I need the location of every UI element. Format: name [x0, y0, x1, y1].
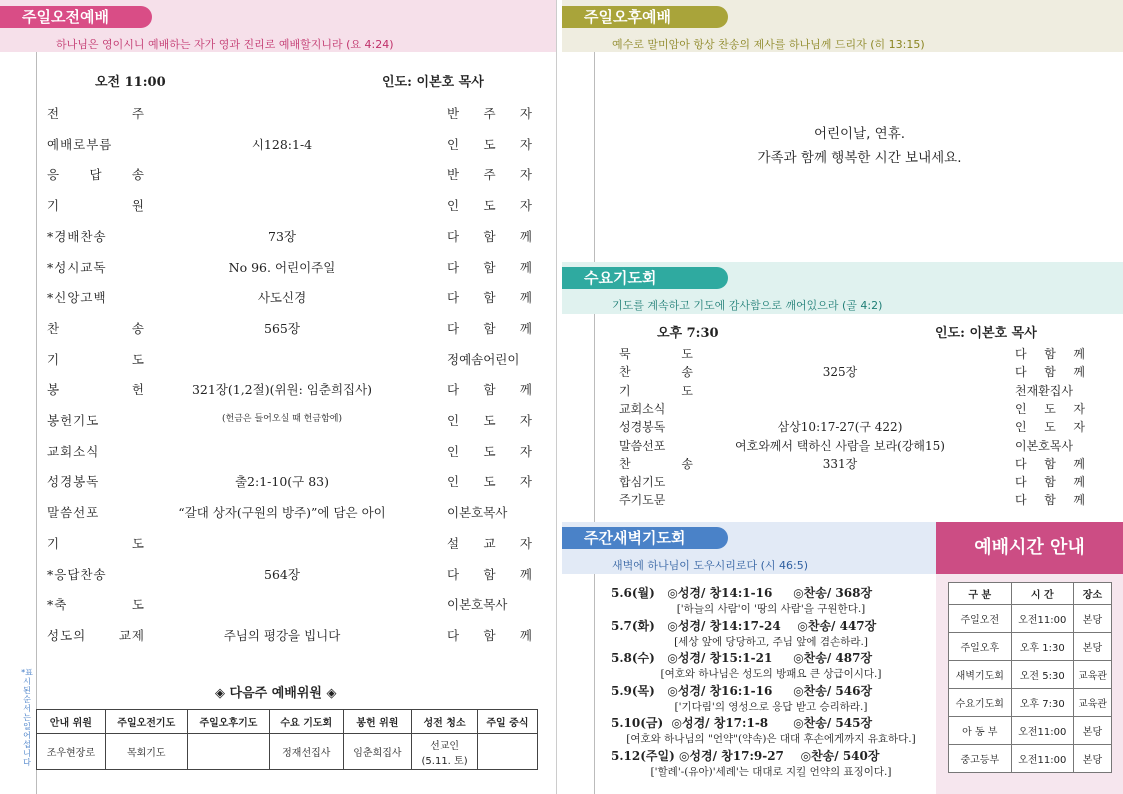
guide-cell: 오전11:00 [1011, 745, 1073, 773]
order-item-name: 교회소식 [47, 443, 100, 459]
morning-order-row [37, 534, 557, 556]
order-item-leader: 반 주 자 [447, 106, 532, 121]
order-item-leader: 인 도 자 [447, 413, 532, 428]
order-item-leader: 이본호목사 [1015, 438, 1073, 453]
morning-order-row [37, 104, 557, 126]
wednesday-order-row [595, 418, 1123, 436]
next-week-header-cell: 안내 위원 [37, 710, 106, 734]
next-week-header-cell: 성전 청소 [412, 710, 478, 734]
order-item-leader: 다 함 께 [447, 627, 532, 643]
next-week-value-cell: 조우현장로 [37, 734, 106, 770]
order-item-leader: 정예솜어린이 [447, 351, 520, 367]
guide-cell: 본당 [1073, 605, 1111, 633]
order-item-name: 전 주 [47, 106, 145, 121]
wednesday-leader: 인도: 이본호 목사 [935, 326, 1037, 341]
morning-order-row [37, 288, 557, 310]
dawn-day-theme: ['하늘의 사람'이 '땅의 사람'을 구원한다.] [676, 603, 866, 615]
order-item-leader: 인 도 자 [1015, 420, 1085, 435]
dawn-day-theme: [여호와 하나님의 "언약"(약속)은 대대 후손에게까지 유효하다.] [626, 733, 916, 745]
order-item-content: “갈대 상자(구원의 방주)”에 담은 아이 [178, 505, 386, 521]
order-item-content: 73장 [268, 228, 296, 244]
order-item-leader: 다 함 께 [1015, 347, 1085, 361]
morning-leader: 인도: 이본호 목사 [382, 75, 484, 90]
order-item-leader: 설 교 자 [447, 535, 532, 551]
morning-order-row [37, 442, 557, 464]
guide-row [949, 633, 1112, 661]
order-item-leader: 다 함 께 [447, 228, 532, 244]
next-week-table [36, 709, 538, 770]
guide-cell: 새벽기도회 [949, 661, 1012, 689]
order-item-name: 성도의 교제 [47, 627, 145, 643]
morning-order-row [37, 472, 557, 494]
dawn-day-reading: 5.12(주일) ◎성경/ 창17:9-27 ◎찬송/ 540장 [611, 748, 880, 763]
order-item-leader: 다 함 께 [447, 259, 532, 275]
next-week-title: ◈ 다음주 예배위원 ◈ [215, 686, 337, 701]
standing-note: *표시된 순서는 일어섭니다 [21, 668, 33, 767]
order-item-leader: 다 함 께 [1015, 475, 1085, 490]
order-item-leader: 다 함 께 [1015, 493, 1085, 508]
dawn-day [611, 747, 931, 779]
afternoon-notice-line2: 가족과 함께 행복한 시간 보내세요. [757, 150, 962, 166]
next-week-value-cell: 임춘희집사 [343, 734, 412, 770]
order-item-name: 말씀선포 [47, 505, 100, 521]
order-item-content: 삼상10:17-27(구 422) [777, 420, 903, 435]
order-item-content: No 96. 어린이주일 [228, 259, 336, 275]
guide-row [949, 717, 1112, 745]
order-item-name: *응답찬송 [47, 566, 107, 582]
order-item-name: *신앙고백 [47, 290, 107, 306]
order-item-content: 564장 [264, 566, 300, 582]
wednesday-time: 오후 7:30 [657, 326, 719, 341]
order-item-content: 출2:1-10(구 83) [234, 474, 330, 490]
order-item-content: 사도신경 [257, 290, 307, 306]
guide-table [948, 582, 1112, 773]
order-item-leader: 다 함 께 [447, 566, 532, 582]
dawn-day-reading: 5.10(금) ◎성경/ 창17:1-8 ◎찬송/ 545장 [611, 716, 873, 730]
dawn-title: 주간새벽기도회 [562, 527, 728, 549]
order-item-name: *축 도 [47, 597, 145, 613]
order-item-leader: 다 함 께 [447, 382, 532, 398]
afternoon-notice-line1: 어린이날, 연휴. [813, 126, 906, 142]
order-item-name: 응 답 송 [47, 167, 145, 183]
order-item-leader: 인 도 자 [1015, 401, 1085, 416]
guide-cell: 오전11:00 [1011, 717, 1073, 745]
order-item-content: 여호와께서 택하신 사람을 보라(강해15) [735, 438, 945, 453]
morning-order-row [37, 135, 557, 157]
guide-header-cell: 구 분 [949, 583, 1012, 605]
guide-cell: 오후 1:30 [1011, 633, 1073, 661]
guide-cell: 교육관 [1073, 689, 1111, 717]
wednesday-title: 수요기도회 [562, 267, 728, 289]
order-item-content: 주님의 평강을 빕니다 [223, 627, 341, 643]
wednesday-order-row [595, 455, 1123, 473]
order-item-name: 기 원 [47, 198, 145, 214]
order-item-name: 찬 송 [619, 365, 693, 380]
order-item-leader: 다 함 께 [447, 290, 532, 306]
next-week-value-cell [477, 734, 537, 770]
order-item-name: 주기도문 [619, 493, 666, 508]
guide-row [949, 745, 1112, 773]
morning-order-row [37, 165, 557, 187]
wednesday-order-row [595, 345, 1123, 363]
order-item-content: 시128:1-4 [251, 136, 313, 152]
guide-cell: 주일오후 [949, 633, 1012, 661]
morning-order-row [37, 411, 557, 433]
dawn-verse: 새벽에 하나님이 도우시리로다 (시 46:5) [612, 559, 809, 572]
afternoon-notice [594, 52, 1123, 262]
guide-header-row [949, 583, 1112, 605]
guide-row [949, 689, 1112, 717]
dawn-day-reading: 5.7(화) ◎성경/ 창14:17-24 ◎찬송/ 447장 [611, 618, 877, 633]
order-item-leader: 다 함 께 [1015, 365, 1085, 380]
dawn-day [611, 649, 931, 681]
guide-cell: 아 동 부 [949, 717, 1012, 745]
guide-cell: 교육관 [1073, 661, 1111, 689]
order-item-name: 봉헌기도 [47, 413, 100, 428]
dawn-day-theme: [여호와 하나님은 성도의 방패요 큰 상급이시다.] [660, 668, 882, 680]
guide-cell: 오후 7:30 [1011, 689, 1073, 717]
dawn-schedule [594, 574, 936, 794]
guide-cell: 본당 [1073, 633, 1111, 661]
order-item-name: 성경봉독 [619, 420, 666, 435]
dawn-day [611, 682, 931, 714]
wednesday-order-row [595, 400, 1123, 418]
dawn-day-reading: 5.6(월) ◎성경/ 창14:1-16 ◎찬송/ 368장 [611, 586, 873, 600]
guide-header-cell: 장소 [1073, 583, 1111, 605]
morning-order-row [37, 380, 557, 402]
guide-row [949, 605, 1112, 633]
dawn-day [611, 714, 931, 746]
next-week-header-cell: 수요 기도회 [270, 710, 344, 734]
next-week-header-cell: 주일오전기도 [105, 710, 187, 734]
wednesday-service-order [594, 314, 1123, 522]
guide-header-cell: 시 간 [1011, 583, 1073, 605]
guide-cell: 오전 5:30 [1011, 661, 1073, 689]
guide-title: 예배시간 안내 [936, 522, 1123, 574]
guide-cell: 본당 [1073, 717, 1111, 745]
wednesday-verse: 기도를 계속하고 기도에 감사함으로 깨어있으라 (골 4:2) [612, 299, 883, 312]
order-item-name: 기 도 [47, 535, 145, 551]
worship-time-guide [936, 522, 1123, 794]
next-week-value-cell: 선교인 (5.11. 토) [412, 734, 478, 770]
wednesday-order-row [595, 491, 1123, 509]
guide-cell: 중고등부 [949, 745, 1012, 773]
order-item-name: 예배로부름 [47, 136, 113, 152]
morning-title: 주일오전예배 [0, 6, 152, 28]
next-week-value-cell [187, 734, 269, 770]
order-item-name: 찬 송 [619, 456, 693, 471]
guide-cell: 오전11:00 [1011, 605, 1073, 633]
order-item-name: *경배찬송 [47, 228, 107, 244]
next-week-header-cell: 봉헌 위원 [343, 710, 412, 734]
order-item-leader: 인 도 자 [447, 474, 532, 490]
order-item-leader: 반 주 자 [447, 167, 532, 183]
order-item-content: 331장 [822, 456, 858, 471]
order-item-name: 찬 송 [47, 320, 145, 336]
next-week-value-row [37, 734, 538, 770]
dawn-day-theme: ['기다림'의 영성으로 응답 받고 승리하라.] [674, 700, 868, 713]
order-item-name: 성경봉독 [47, 474, 100, 490]
wednesday-order-row [595, 473, 1123, 491]
order-item-name: 봉 헌 [47, 382, 145, 398]
dawn-day-reading: 5.9(목) ◎성경/ 창16:1-16 ◎찬송/ 546장 [611, 683, 873, 698]
dawn-day [611, 617, 931, 649]
order-item-name: 기 도 [47, 351, 145, 367]
wednesday-order-row [595, 437, 1123, 455]
guide-row [949, 661, 1112, 689]
morning-order-row [37, 626, 557, 648]
morning-order-row [37, 503, 557, 525]
order-item-name: *성시교독 [47, 259, 107, 275]
next-week-value-cell: 정재선집사 [270, 734, 344, 770]
morning-time: 오전 11:00 [95, 75, 166, 90]
morning-order-row [37, 319, 557, 341]
morning-order-row [37, 565, 557, 587]
order-item-leader: 이본호목사 [447, 505, 508, 521]
afternoon-title: 주일오후예배 [562, 6, 728, 28]
next-week-header-cell: 주일 중식 [477, 710, 537, 734]
order-item-name: 교회소식 [619, 401, 666, 416]
order-item-content: 321장(1,2절)(위원: 임춘희집사) [191, 382, 373, 398]
morning-order-row [37, 258, 557, 280]
order-item-leader: 다 함 께 [1015, 456, 1085, 471]
wednesday-order-row [595, 382, 1123, 400]
afternoon-verse: 예수로 말미암아 항상 찬송의 제사를 하나님께 드리자 (히 13:15) [612, 38, 925, 51]
order-item-leader: 다 함 께 [447, 320, 532, 336]
order-item-content: 565장 [264, 320, 300, 336]
order-item-leader: 인 도 자 [447, 136, 532, 152]
order-item-name: 합심기도 [619, 475, 666, 490]
guide-cell: 수요기도회 [949, 689, 1012, 717]
wednesday-order-row [595, 363, 1123, 381]
morning-order-row [37, 227, 557, 249]
order-item-name: 말씀선포 [619, 438, 666, 453]
dawn-day-theme: ['할례'-(유아)'세례'는 대대로 지킬 언약의 표징이다.] [650, 765, 892, 778]
order-item-leader: 인 도 자 [447, 443, 532, 459]
guide-cell: 주일오전 [949, 605, 1012, 633]
next-week-header-row [37, 710, 538, 734]
next-week-value-cell: 목회기도 [105, 734, 187, 770]
page-divider [556, 0, 557, 794]
order-item-leader: 이본호목사 [447, 597, 508, 613]
morning-order-row [37, 196, 557, 218]
order-item-name: 묵 도 [619, 347, 693, 361]
order-item-content: 325장 [822, 365, 858, 380]
morning-order-row [37, 595, 557, 617]
morning-order-row [37, 350, 557, 372]
morning-verse: 하나님은 영이시니 예배하는 자가 영과 진리로 예배할지니라 (요 4:24) [56, 38, 394, 51]
order-item-leader: 인 도 자 [447, 198, 532, 214]
order-item-leader: 천재환집사 [1015, 383, 1073, 398]
guide-cell: 본당 [1073, 745, 1111, 773]
order-item-content: (헌금은 들어오실 때 헌금함에) [222, 414, 342, 424]
dawn-day-theme: [세상 앞에 당당하고, 주님 앞에 겸손하라.] [674, 635, 868, 648]
order-item-name: 기 도 [619, 383, 693, 398]
dawn-day [611, 584, 931, 616]
next-week-header-cell: 주일오후기도 [187, 710, 269, 734]
dawn-day-reading: 5.8(수) ◎성경/ 창15:1-21 ◎찬송/ 487장 [611, 651, 873, 665]
